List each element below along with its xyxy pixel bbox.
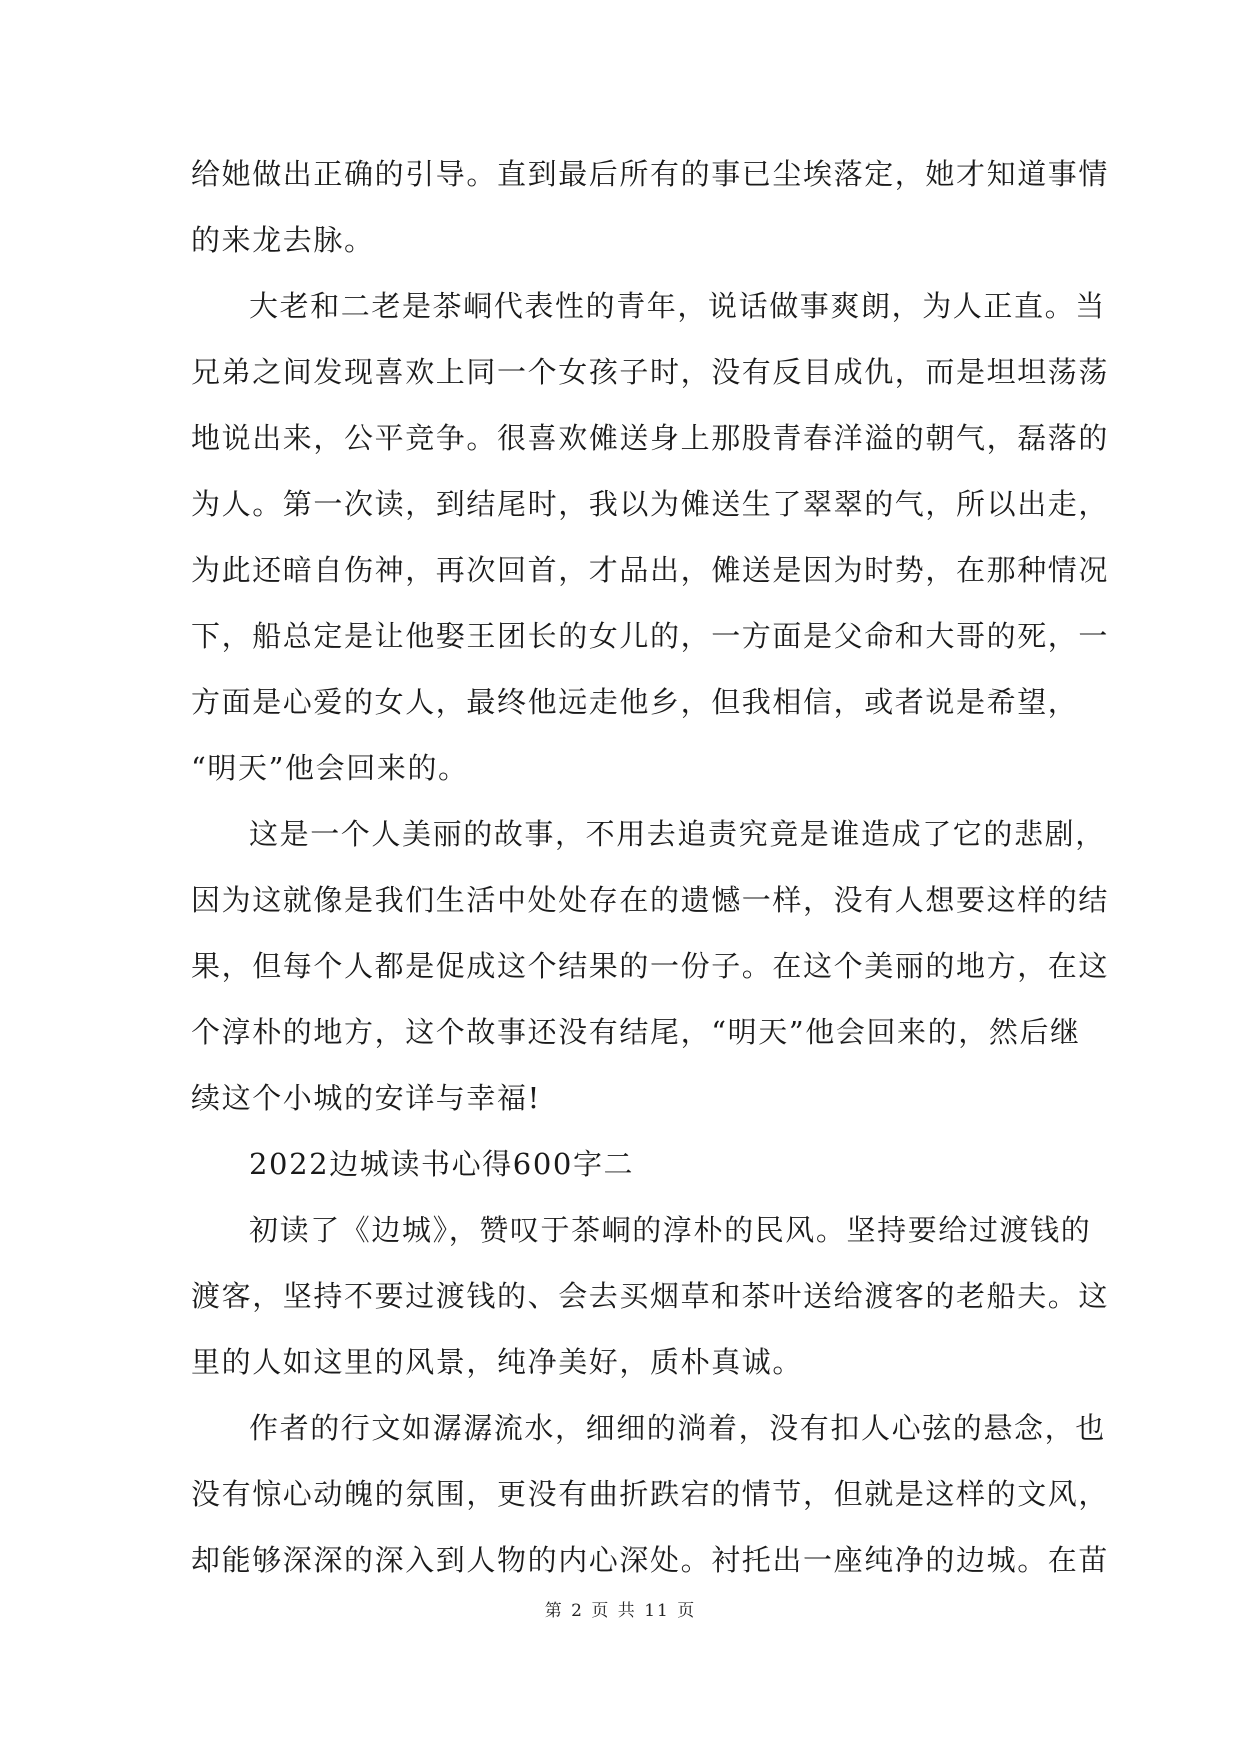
text-line: 大老和二老是茶峒代表性的青年，说话做事爽朗，为人正直。当 — [249, 289, 1106, 323]
text-line: 给她做出正确的引导。直到最后所有的事已尘埃落定，她才知道事情 — [191, 157, 1110, 191]
section-heading: 2022边城读书心得600字二 — [249, 1147, 635, 1181]
text-line: 为此还暗自伤神，再次回首，才品出，傩送是因为时势，在那种情况 — [191, 553, 1110, 587]
text-line: 为人。第一次读，到结尾时，我以为傩送生了翠翠的气，所以出走， — [191, 487, 1110, 521]
text-line: 下，船总定是让他娶王团长的女儿的，一方面是父命和大哥的死，一 — [191, 619, 1110, 653]
text-line: 兄弟之间发现喜欢上同一个女孩子时，没有反目成仇，而是坦坦荡荡 — [191, 355, 1110, 389]
text-line: 初读了《边城》，赞叹于茶峒的淳朴的民风。坚持要给过渡钱的 — [249, 1213, 1092, 1247]
text-line: “明天”他会回来的。 — [191, 751, 469, 785]
text-line: 这是一个人美丽的故事，不用去追责究竟是谁造成了它的悲剧， — [249, 817, 1106, 851]
text-line: 个淳朴的地方，这个故事还没有结尾，“明天”他会回来的，然后继 — [191, 1015, 1081, 1049]
text-line: 渡客，坚持不要过渡钱的、会去买烟草和茶叶送给渡客的老船夫。这 — [191, 1279, 1110, 1313]
text-line: 因为这就像是我们生活中处处存在的遗憾一样，没有人想要这样的结 — [191, 883, 1110, 917]
text-line: 果，但每个人都是促成这个结果的一份子。在这个美丽的地方，在这 — [191, 949, 1110, 983]
text-line: 续这个小城的安详与幸福! — [191, 1081, 541, 1115]
text-line: 方面是心爱的女人，最终他远走他乡，但我相信，或者说是希望， — [191, 685, 1079, 719]
text-line: 地说出来，公平竞争。很喜欢傩送身上那股青春洋溢的朝气，磊落的 — [191, 421, 1110, 455]
text-line: 却能够深深的深入到人物的内心深处。衬托出一座纯净的边城。在苗 — [191, 1543, 1110, 1577]
text-line: 作者的行文如潺潺流水，细细的淌着，没有扣人心弦的悬念，也 — [249, 1411, 1106, 1445]
text-line: 没有惊心动魄的氛围，更没有曲折跌宕的情节，但就是这样的文风， — [191, 1477, 1110, 1511]
text-line: 里的人如这里的风景，纯净美好，质朴真诚。 — [191, 1345, 804, 1379]
text-line: 的来龙去脉。 — [191, 223, 375, 257]
page-number-footer: 第 2 页 共 11 页 — [544, 1601, 697, 1621]
